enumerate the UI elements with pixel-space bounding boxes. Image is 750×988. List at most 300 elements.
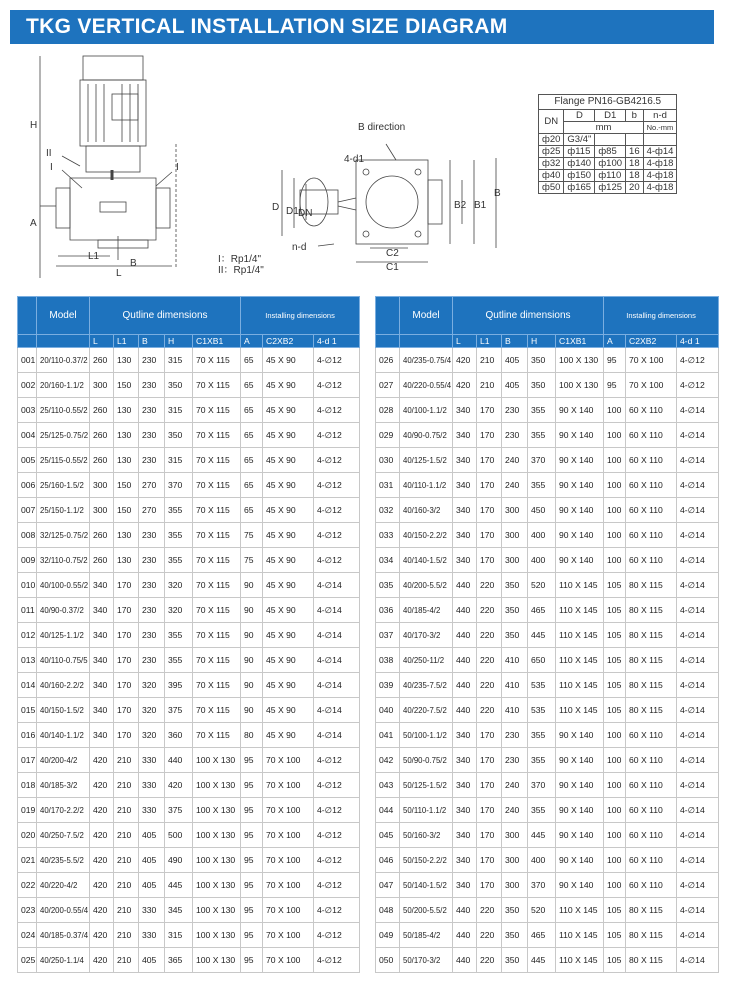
row-number: 028 <box>376 398 400 423</box>
model-cell: 40/250-11/2 <box>400 648 453 673</box>
table-cell: 260 <box>90 548 114 573</box>
model-cell: 50/110-1.1/2 <box>400 798 453 823</box>
model-cell: 40/150-2.2/2 <box>400 523 453 548</box>
table-row <box>376 748 719 773</box>
model-cell: 40/170-3/2 <box>400 623 453 648</box>
table-cell: 100 <box>604 873 626 898</box>
model-cell: 40/220-7.5/2 <box>400 698 453 723</box>
table-cell: 340 <box>453 823 477 848</box>
table-cell: 110 X 145 <box>556 573 604 598</box>
table-cell: 405 <box>502 373 528 398</box>
table-row <box>376 573 719 598</box>
table-cell: 300 <box>502 498 528 523</box>
row-number: 024 <box>18 923 37 948</box>
table-cell: 170 <box>477 498 502 523</box>
table-cell: 170 <box>477 398 502 423</box>
table-cell: 80 X 115 <box>626 648 677 673</box>
flange-cell: 20 <box>626 182 644 194</box>
model-cell: 25/150-1.1/2 <box>37 498 90 523</box>
table-cell: 340 <box>453 848 477 873</box>
table-cell: 445 <box>528 948 556 973</box>
table-cell: 350 <box>502 598 528 623</box>
table-cell: 45 X 90 <box>263 723 314 748</box>
table-cell: 405 <box>502 348 528 373</box>
table-cell: 535 <box>528 698 556 723</box>
table-cell: 4-∅12 <box>314 773 360 798</box>
table-cell: 230 <box>139 623 165 648</box>
table-cell: 170 <box>477 548 502 573</box>
flange-cell: 4-ф14 <box>643 146 677 158</box>
row-number: 034 <box>376 548 400 573</box>
table-cell: 90 X 140 <box>556 773 604 798</box>
table-cell: 300 <box>90 473 114 498</box>
table-row <box>376 523 719 548</box>
table-cell: 420 <box>90 748 114 773</box>
table-cell: 90 X 140 <box>556 398 604 423</box>
table-cell: 340 <box>453 773 477 798</box>
table-cell: 4-∅14 <box>677 698 719 723</box>
table-cell: 70 X 115 <box>193 498 241 523</box>
table-row <box>18 523 360 548</box>
inlet-flange <box>56 188 70 228</box>
table-cell: 340 <box>453 873 477 898</box>
table-cell: 90 X 140 <box>556 848 604 873</box>
table-cell: 4-∅14 <box>677 598 719 623</box>
table-cell: 370 <box>528 448 556 473</box>
col-L: L <box>90 335 114 348</box>
col-C2XB2: C2XB2 <box>263 335 314 348</box>
table-cell: 340 <box>90 648 114 673</box>
table-cell: 210 <box>477 373 502 398</box>
table-cell: 170 <box>477 523 502 548</box>
flange-cell: ф115 <box>564 146 595 158</box>
table-cell: 90 X 140 <box>556 548 604 573</box>
table-cell: 70 X 115 <box>193 648 241 673</box>
table-cell: 70 X 100 <box>263 823 314 848</box>
row-number: 039 <box>376 673 400 698</box>
flange-cell: ф110 <box>595 170 626 182</box>
table-cell: 4-∅14 <box>314 698 360 723</box>
table-cell: 4-∅14 <box>314 673 360 698</box>
table-cell: 300 <box>502 523 528 548</box>
table-cell: 4-∅12 <box>314 498 360 523</box>
table-cell: 90 <box>241 573 263 598</box>
flange-cell: 4-ф18 <box>643 182 677 194</box>
table-cell: 440 <box>453 948 477 973</box>
table-cell: 340 <box>453 473 477 498</box>
table-cell: 70 X 100 <box>263 923 314 948</box>
table-cell: 4-∅14 <box>314 623 360 648</box>
table-cell: 75 <box>241 523 263 548</box>
table-cell: 355 <box>165 498 193 523</box>
table-cell: 90 X 140 <box>556 423 604 448</box>
model-cell: 20/110-0.37/2 <box>37 348 90 373</box>
table-cell: 70 X 115 <box>193 548 241 573</box>
table-cell: 340 <box>90 698 114 723</box>
table-row <box>376 348 719 373</box>
row-number: 025 <box>18 948 37 973</box>
table-cell: 445 <box>528 823 556 848</box>
model-cell: 40/235-0.75/4 <box>400 348 453 373</box>
model-cell: 40/200-5.5/2 <box>400 573 453 598</box>
table-cell: 340 <box>453 523 477 548</box>
table-cell: 360 <box>165 723 193 748</box>
model-cell: 40/110-1.1/2 <box>400 473 453 498</box>
table-cell: 100 <box>604 798 626 823</box>
model-cell: 25/115-0.55/2 <box>37 448 90 473</box>
table-cell: 410 <box>502 698 528 723</box>
table-cell: 60 X 110 <box>626 448 677 473</box>
row-number: 045 <box>376 823 400 848</box>
table-cell: 170 <box>114 648 139 673</box>
table-row <box>18 448 360 473</box>
table-cell: 230 <box>139 373 165 398</box>
model-cell: 50/170-3/2 <box>400 948 453 973</box>
model-cell: 25/125-0.75/2 <box>37 423 90 448</box>
model-cell: 40/200-4/2 <box>37 748 90 773</box>
table-cell: 445 <box>528 623 556 648</box>
table-cell: 355 <box>528 398 556 423</box>
dim-L: L <box>116 268 122 279</box>
table-cell: 150 <box>114 473 139 498</box>
table-cell: 45 X 90 <box>263 648 314 673</box>
table-cell: 355 <box>528 723 556 748</box>
table-cell: 170 <box>114 623 139 648</box>
model-cell: 40/125-1.1/2 <box>37 623 90 648</box>
table-cell: 4-∅14 <box>314 598 360 623</box>
table-cell: 340 <box>453 398 477 423</box>
table-row <box>376 848 719 873</box>
model-cell: 50/100-1.1/2 <box>400 723 453 748</box>
model-cell: 40/220-0.55/4 <box>400 373 453 398</box>
table-cell: 355 <box>165 648 193 673</box>
row-number: 036 <box>376 598 400 623</box>
table-cell: 65 <box>241 398 263 423</box>
model-cell: 50/160-3/2 <box>400 823 453 848</box>
table-cell: 70 X 100 <box>626 348 677 373</box>
flange-cell: ф100 <box>595 158 626 170</box>
table-cell: 4-∅12 <box>677 348 719 373</box>
table-cell: 440 <box>453 648 477 673</box>
table-row <box>18 823 360 848</box>
table-cell: 535 <box>528 673 556 698</box>
table-cell: 100 X 130 <box>193 823 241 848</box>
table-cell: 230 <box>139 423 165 448</box>
row-number: 018 <box>18 773 37 798</box>
label-nd: n-d <box>292 242 307 253</box>
table-cell: 80 X 115 <box>626 673 677 698</box>
row-number: 012 <box>18 623 37 648</box>
table-cell: 350 <box>502 898 528 923</box>
table-cell: 4-∅12 <box>314 798 360 823</box>
flange-row <box>539 170 677 182</box>
model-cell: 40/235-7.5/2 <box>400 673 453 698</box>
table-cell: 45 X 90 <box>263 673 314 698</box>
table-cell: 330 <box>139 773 165 798</box>
table-cell: 440 <box>453 573 477 598</box>
row-number: 006 <box>18 473 37 498</box>
table-cell: 95 <box>241 798 263 823</box>
col-B: B <box>139 335 165 348</box>
table-cell: 4-∅14 <box>677 923 719 948</box>
table-row <box>18 348 360 373</box>
table-cell: 315 <box>165 923 193 948</box>
row-number: 044 <box>376 798 400 823</box>
table-cell: 445 <box>165 873 193 898</box>
table-cell: 210 <box>114 823 139 848</box>
table-row <box>18 623 360 648</box>
flange-cell <box>626 134 644 146</box>
table-cell: 170 <box>477 798 502 823</box>
table-row <box>376 498 719 523</box>
table-cell: 4-∅12 <box>314 423 360 448</box>
table-cell: 90 X 140 <box>556 873 604 898</box>
col-A: A <box>241 335 263 348</box>
table-cell: 100 <box>604 723 626 748</box>
table-cell: 4-∅12 <box>314 873 360 898</box>
table-cell: 350 <box>165 423 193 448</box>
flange-header-nd: n-d <box>643 110 677 122</box>
table-cell: 100 X 130 <box>193 898 241 923</box>
table-cell: 420 <box>90 898 114 923</box>
model-cell: 40/90-0.75/2 <box>400 423 453 448</box>
col-L1: L1 <box>114 335 139 348</box>
table-cell: 450 <box>528 498 556 523</box>
table-cell: 60 X 110 <box>626 873 677 898</box>
table-cell: 230 <box>502 723 528 748</box>
table-cell: 130 <box>114 523 139 548</box>
table-row <box>376 723 719 748</box>
table-row <box>376 373 719 398</box>
dim-B2: B2 <box>454 200 467 211</box>
table-cell: 4-∅14 <box>677 473 719 498</box>
table-cell: 210 <box>114 798 139 823</box>
table-cell: 80 X 115 <box>626 898 677 923</box>
table-cell: 4-∅14 <box>677 848 719 873</box>
table-cell: 70 X 115 <box>193 348 241 373</box>
table-cell: 100 <box>604 848 626 873</box>
flange-cell <box>595 134 626 146</box>
table-row <box>18 398 360 423</box>
table-cell: 45 X 90 <box>263 448 314 473</box>
table-row <box>18 898 360 923</box>
flange-cell: ф85 <box>595 146 626 158</box>
table-cell: 370 <box>528 773 556 798</box>
table-cell: 170 <box>477 448 502 473</box>
model-cell: 50/185-4/2 <box>400 923 453 948</box>
dim-D: D <box>272 202 280 213</box>
table-row <box>18 923 360 948</box>
table-cell: 350 <box>165 373 193 398</box>
flange-cell: ф50 <box>539 182 564 194</box>
table-cell: 370 <box>165 473 193 498</box>
table-cell: 100 X 130 <box>556 373 604 398</box>
table-cell: 130 <box>114 398 139 423</box>
table-cell: 4-∅12 <box>314 398 360 423</box>
row-number: 042 <box>376 748 400 773</box>
table-cell: 95 <box>241 948 263 973</box>
table-cell: 90 <box>241 648 263 673</box>
table-cell: 105 <box>604 598 626 623</box>
table-cell: 45 X 90 <box>263 523 314 548</box>
table-cell: 420 <box>453 348 477 373</box>
table-cell: 60 X 110 <box>626 523 677 548</box>
dim-B1: B1 <box>474 200 487 211</box>
table-cell: 230 <box>139 448 165 473</box>
table-cell: 230 <box>139 598 165 623</box>
flange-cell: ф165 <box>564 182 595 194</box>
row-number: 005 <box>18 448 37 473</box>
table-cell: 100 <box>604 748 626 773</box>
table-cell: 70 X 115 <box>193 473 241 498</box>
dimension-table-right <box>375 296 719 973</box>
header-installing: Installing dimensions <box>604 297 719 335</box>
dim-C2: C2 <box>386 248 399 259</box>
table-cell: 45 X 90 <box>263 698 314 723</box>
table-cell: 100 X 130 <box>556 348 604 373</box>
table-cell: 210 <box>477 348 502 373</box>
table-row <box>18 723 360 748</box>
table-cell: 60 X 110 <box>626 823 677 848</box>
table-cell: 400 <box>528 848 556 873</box>
table-cell: 4-∅14 <box>677 573 719 598</box>
table-cell: 95 <box>241 748 263 773</box>
model-cell: 40/250-1.1/4 <box>37 948 90 973</box>
row-number: 040 <box>376 698 400 723</box>
table-cell: 100 X 130 <box>193 773 241 798</box>
table-cell: 45 X 90 <box>263 473 314 498</box>
table-cell: 210 <box>114 948 139 973</box>
row-number: 031 <box>376 473 400 498</box>
table-cell: 350 <box>502 948 528 973</box>
table-cell: 4-∅14 <box>677 948 719 973</box>
table-cell: 170 <box>477 848 502 873</box>
table-cell: 220 <box>477 598 502 623</box>
row-number: 022 <box>18 873 37 898</box>
dim-A: A <box>30 218 37 229</box>
row-number: 021 <box>18 848 37 873</box>
table-cell: 210 <box>114 848 139 873</box>
table-cell: 440 <box>453 698 477 723</box>
table-row <box>18 498 360 523</box>
table-cell: 395 <box>165 673 193 698</box>
table-cell: 420 <box>90 773 114 798</box>
table-cell: 170 <box>114 598 139 623</box>
table-cell: 65 <box>241 373 263 398</box>
model-cell: 50/125-1.5/2 <box>400 773 453 798</box>
table-cell: 130 <box>114 423 139 448</box>
row-number: 001 <box>18 348 37 373</box>
table-cell: 70 X 100 <box>263 773 314 798</box>
table-cell: 100 <box>604 498 626 523</box>
row-number: 048 <box>376 898 400 923</box>
table-row <box>376 673 719 698</box>
motor-top <box>83 56 143 80</box>
model-cell: 40/200-0.55/4 <box>37 898 90 923</box>
row-number: 046 <box>376 848 400 873</box>
table-cell: 300 <box>90 498 114 523</box>
table-cell: 300 <box>90 373 114 398</box>
table-cell: 500 <box>165 823 193 848</box>
model-cell: 25/110-0.55/2 <box>37 398 90 423</box>
dim-B-left: B <box>130 258 137 269</box>
table-cell: 70 X 100 <box>263 748 314 773</box>
model-cell: 40/250-7.5/2 <box>37 823 90 848</box>
table-cell: 4-∅14 <box>677 748 719 773</box>
table-row <box>18 648 360 673</box>
table-cell: 420 <box>165 773 193 798</box>
pump-casing <box>70 178 156 240</box>
table-cell: 240 <box>502 773 528 798</box>
table-cell: 95 <box>241 773 263 798</box>
table-cell: 110 X 145 <box>556 698 604 723</box>
table-cell: 110 X 145 <box>556 948 604 973</box>
table-cell: 80 X 115 <box>626 598 677 623</box>
table-cell: 100 <box>604 548 626 573</box>
table-cell: 170 <box>477 423 502 448</box>
row-number: 002 <box>18 373 37 398</box>
table-cell: 70 X 115 <box>193 423 241 448</box>
flange-header-b: b <box>626 110 644 122</box>
model-cell: 40/110-0.75/5 <box>37 648 90 673</box>
model-cell: 50/90-0.75/2 <box>400 748 453 773</box>
table-cell: 520 <box>528 898 556 923</box>
note-I: I：Rp1/4" <box>218 254 262 265</box>
table-cell: 220 <box>477 573 502 598</box>
row-number: 014 <box>18 673 37 698</box>
table-cell: 4-∅14 <box>677 548 719 573</box>
table-row <box>376 448 719 473</box>
table-cell: 95 <box>241 823 263 848</box>
table-cell: 100 <box>604 448 626 473</box>
table-cell: 4-∅12 <box>314 898 360 923</box>
model-cell: 50/200-5.5/2 <box>400 898 453 923</box>
table-row <box>376 948 719 973</box>
table-cell: 330 <box>139 898 165 923</box>
outlet-flange <box>156 188 170 228</box>
model-cell: 40/160-3/2 <box>400 498 453 523</box>
row-number: 017 <box>18 748 37 773</box>
dimension-table-left <box>17 296 360 973</box>
table-cell: 60 X 110 <box>626 398 677 423</box>
model-cell: 40/170-2.2/2 <box>37 798 90 823</box>
table-cell: 350 <box>502 923 528 948</box>
table-cell: 45 X 90 <box>263 373 314 398</box>
table-cell: 340 <box>90 598 114 623</box>
table-cell: 70 X 100 <box>263 848 314 873</box>
table-cell: 80 X 115 <box>626 948 677 973</box>
row-number: 013 <box>18 648 37 673</box>
table-cell: 110 X 145 <box>556 598 604 623</box>
table-cell: 130 <box>114 548 139 573</box>
dim-B-right: B <box>494 188 501 199</box>
col-L: L <box>453 335 477 348</box>
col-A: A <box>604 335 626 348</box>
flange-cell: 18 <box>626 158 644 170</box>
table-cell: 260 <box>90 348 114 373</box>
model-cell: 50/140-1.5/2 <box>400 873 453 898</box>
table-cell: 350 <box>502 573 528 598</box>
table-cell: 110 X 145 <box>556 923 604 948</box>
table-cell: 405 <box>139 873 165 898</box>
table-cell: 340 <box>90 623 114 648</box>
col-4d1: 4-d 1 <box>314 335 360 348</box>
table-cell: 95 <box>241 848 263 873</box>
row-number: 027 <box>376 373 400 398</box>
model-cell: 40/125-1.5/2 <box>400 448 453 473</box>
label-4d1: 4-d1 <box>344 154 365 165</box>
flange-cell: ф125 <box>595 182 626 194</box>
